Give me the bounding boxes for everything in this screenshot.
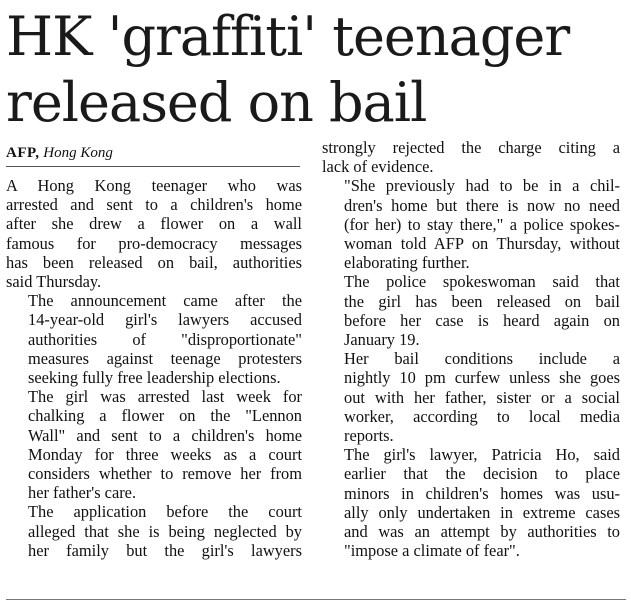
text-line: The girl was arrested last week for: [28, 387, 302, 407]
paragraph: [322, 176, 620, 272]
text-line: earlier that the decision to place: [344, 464, 620, 484]
text-line: Monday for three weeks as a court: [28, 444, 302, 464]
paragraph: [6, 291, 302, 387]
text-line: said Thursday.: [6, 272, 102, 292]
byline-rule: [6, 166, 300, 167]
text-line: after she drew a flower on a wall: [6, 214, 302, 234]
text-line: chalking a flower on the "Lennon: [28, 406, 302, 426]
paragraph: [322, 138, 620, 176]
text-line: strongly rejected the charge citing a: [322, 138, 620, 157]
article-column-1: [6, 176, 302, 560]
text-line: her father's care.: [28, 483, 137, 503]
byline-place: Hong Kong: [43, 145, 113, 161]
text-line: alleged that she is being neglected by: [28, 521, 302, 541]
text-line: "She previously had to be in a chil-: [344, 176, 620, 196]
byline-agency: AFP,: [6, 145, 40, 161]
text-line: The girl's lawyer, Patricia Ho, said: [344, 445, 620, 465]
text-line: authorities of "disproportionate": [28, 329, 302, 349]
paragraph: [6, 502, 302, 560]
text-line: (for her) to stay there," a police spokes-: [344, 214, 620, 234]
text-line: has been released on bail, authorities: [6, 252, 302, 272]
text-line: measures against teenage protesters: [28, 348, 302, 368]
headline: [6, 4, 626, 136]
text-line: famous for pro-democracy messages: [6, 233, 302, 253]
article-column-2: [322, 138, 620, 560]
text-line: The police spokeswoman said that: [344, 272, 620, 292]
text-line: out with her father, sister or a social: [344, 387, 620, 407]
text-line: her family but the girl's lawyers: [28, 540, 302, 560]
text-line: worker, according to local media: [344, 406, 620, 426]
text-line: A Hong Kong teenager who was: [6, 176, 302, 195]
text-line: "impose a climate of fear".: [344, 541, 520, 561]
text-line: ally only undertaken in extreme cases: [344, 502, 620, 522]
text-line: Wall" and sent to a children's home: [28, 425, 302, 445]
text-line: before her case is heard again on: [344, 310, 620, 330]
paragraph: [322, 445, 620, 560]
text-line: The announcement came after the: [28, 291, 302, 311]
paragraph: [322, 349, 620, 445]
byline: [6, 145, 113, 162]
paragraph: [6, 387, 302, 502]
text-line: the girl has been released on bail: [344, 291, 620, 311]
text-line: elaborating further.: [344, 253, 470, 273]
text-line: lack of evidence.: [322, 157, 434, 177]
text-line: 14-year-old girl's lawyers accused: [28, 310, 302, 330]
paragraph: [6, 176, 302, 291]
text-line: arrested and sent to a children's home: [6, 195, 302, 215]
text-line: and was an attempt by authorities to: [344, 522, 620, 542]
headline-line-1: HK 'graffiti' teenager: [6, 5, 570, 68]
text-line: minors in children's homes was usu-: [344, 483, 620, 503]
text-line: reports.: [344, 426, 394, 446]
text-line: nightly 10 pm curfew unless she goes: [344, 368, 620, 388]
text-line: January 19.: [344, 330, 420, 350]
paragraph: [322, 272, 620, 349]
text-line: woman told AFP on Thursday, without: [344, 234, 620, 254]
text-line: dren's home but there is now no need: [344, 195, 620, 215]
text-line: seeking fully free leadership elections.: [28, 368, 281, 388]
headline-line-2: released on bail: [6, 71, 427, 134]
bottom-rule: [6, 599, 626, 600]
text-line: considers whether to remove her from: [28, 464, 302, 484]
text-line: Her bail conditions include a: [344, 349, 620, 369]
text-line: The application before the court: [28, 502, 302, 522]
